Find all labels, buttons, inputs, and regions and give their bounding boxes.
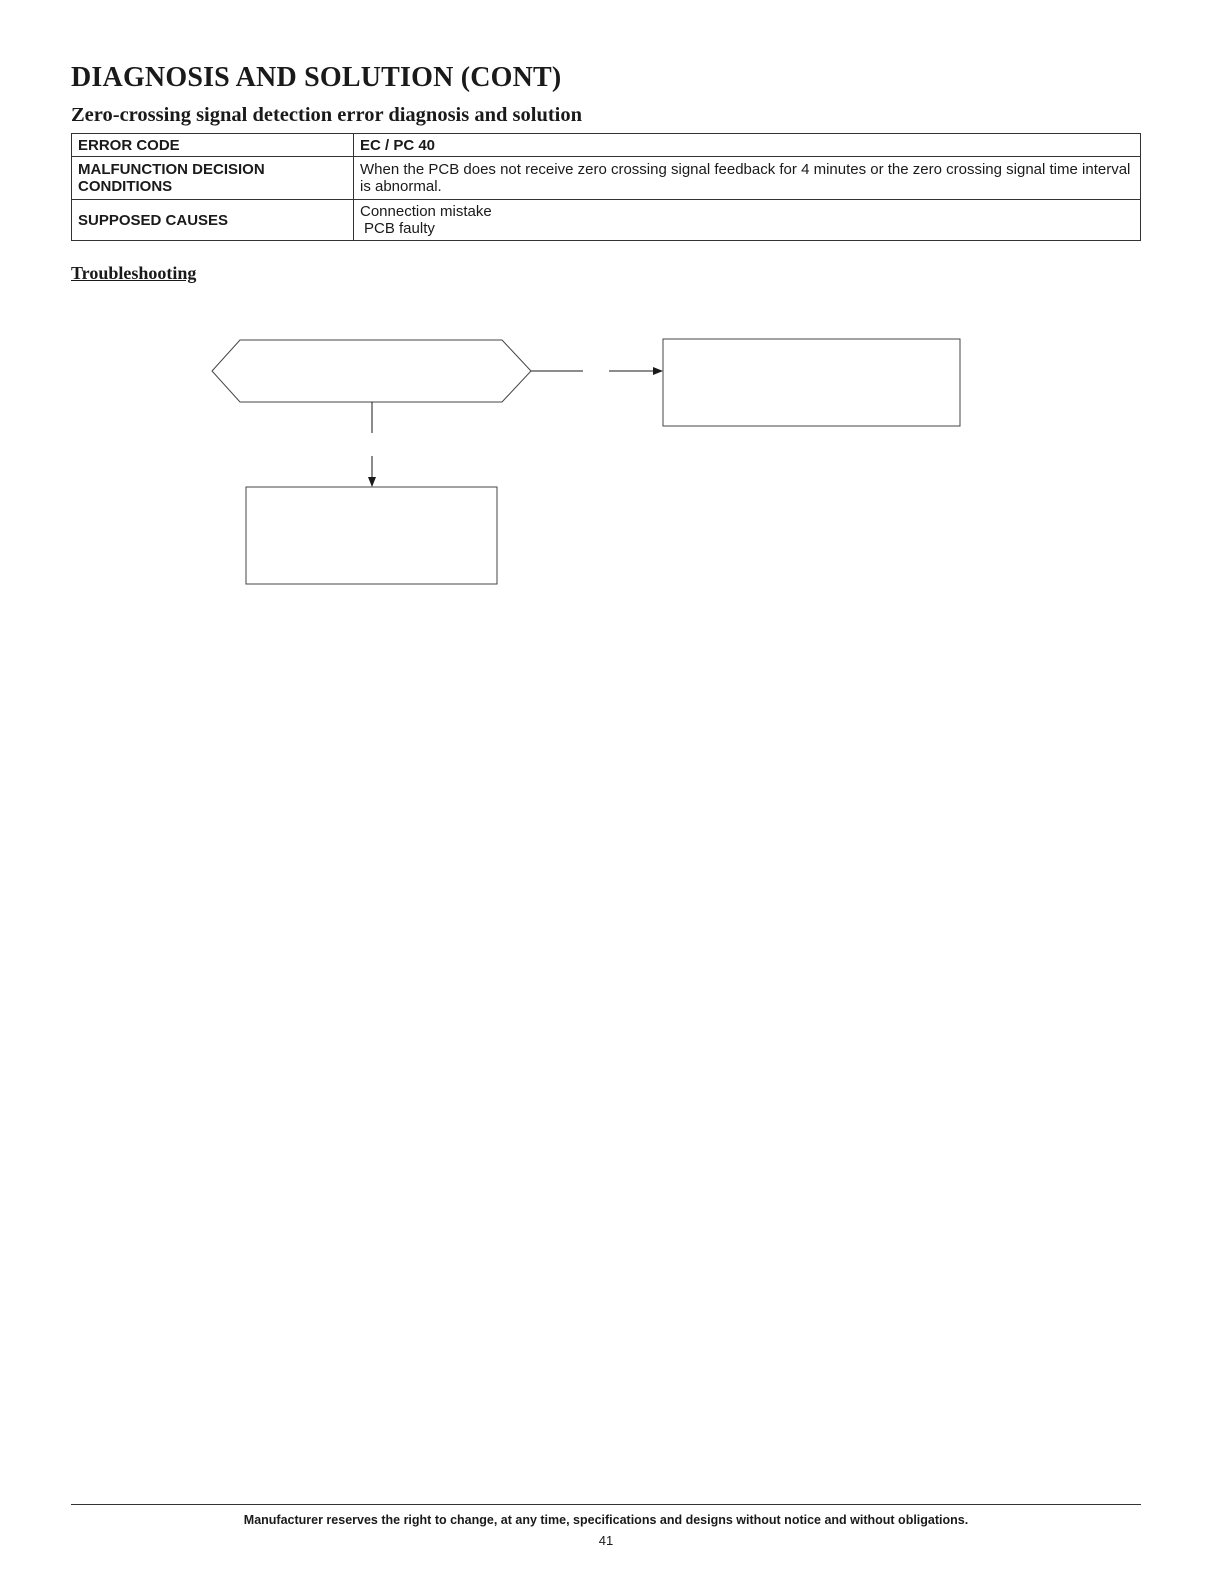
malfunction-value: When the PCB does not receive zero crossing signal feedback for 4 minutes or the zero crossing signal time interval is abnormal. [354,157,1141,200]
troubleshooting-heading: Troubleshooting [71,263,197,283]
error-code-value: EC / PC 40 [354,134,1141,157]
cause-item: PCB faulty [364,220,435,237]
troubleshooting-flowchart [0,0,1224,620]
malfunction-label: MALFUNCTION DECISION CONDITIONS [72,157,354,200]
section-title: Zero-crossing signal detection error diagnosis and solution [71,104,583,126]
error-code-label: ERROR CODE [72,134,354,157]
action-box-bottom [246,487,497,584]
decision-hexagon [212,340,531,402]
action-box-right [663,339,960,426]
page-title: DIAGNOSIS AND SOLUTION (CONT) [71,62,562,93]
page-number: 41 [598,1533,614,1548]
cause-item: Connection mistake [360,203,492,220]
causes-label: SUPPOSED CAUSES [72,200,354,241]
footer-disclaimer: Manufacturer reserves the right to change, at any time, specifications and designs without notice and without obligations. [243,1513,969,1527]
footer-divider [71,1504,1141,1505]
